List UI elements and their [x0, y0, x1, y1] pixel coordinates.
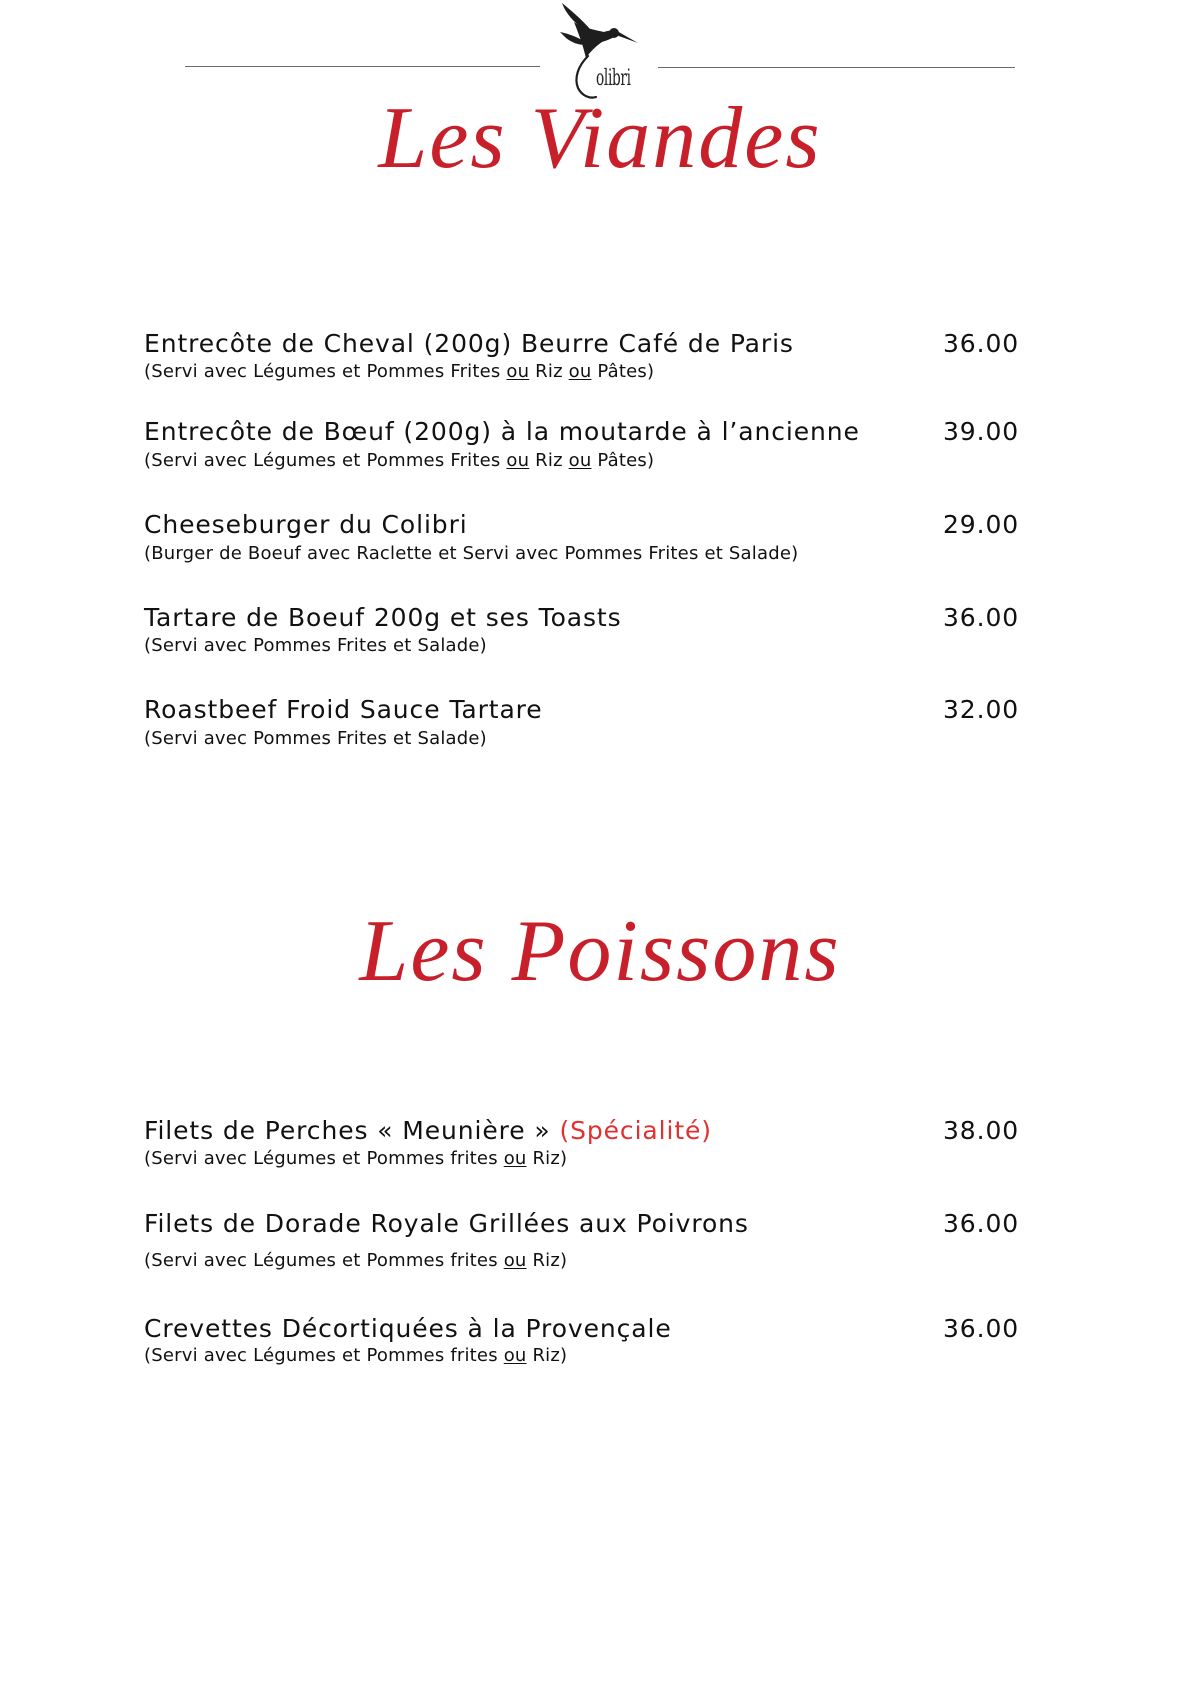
- item-description: (Servi avec Pommes Frites et Salade): [144, 728, 487, 749]
- item-name: Cheeseburger du Colibri: [144, 510, 468, 539]
- item-description: (Servi avec Pommes Frites et Salade): [144, 635, 487, 656]
- or-underlined: ou: [503, 1148, 527, 1169]
- or-underlined: ou: [568, 450, 592, 471]
- or-underlined: ou: [506, 361, 530, 382]
- item-price: 38.00: [943, 1116, 1020, 1145]
- section-title-viandes: Les Viandes: [378, 90, 822, 187]
- item-name: Tartare de Boeuf 200g et ses Toasts: [144, 603, 622, 632]
- item-price: 39.00: [943, 417, 1020, 446]
- item-name: Filets de Dorade Royale Grillées aux Poivrons: [144, 1209, 749, 1238]
- or-underlined: ou: [503, 1345, 527, 1366]
- or-underlined: ou: [503, 1250, 527, 1271]
- item-name: Crevettes Décortiquées à la Provençale: [144, 1314, 672, 1343]
- or-underlined: ou: [568, 361, 592, 382]
- item-price: 36.00: [943, 329, 1020, 358]
- item-name: Entrecôte de Cheval (200g) Beurre Café de Paris: [144, 329, 794, 358]
- item-price: 36.00: [943, 603, 1020, 632]
- item-price: 32.00: [943, 695, 1020, 724]
- item-description: (Servi avec Légumes et Pommes frites ou Riz): [144, 1250, 568, 1271]
- item-price: 36.00: [943, 1209, 1020, 1238]
- header-rule-right: [658, 67, 1015, 68]
- item-price: 29.00: [943, 510, 1020, 539]
- logo-wordmark: olibri: [596, 66, 631, 91]
- item-description: (Servi avec Légumes et Pommes Frites ou Riz ou Pâtes): [144, 361, 655, 382]
- item-description: (Servi avec Légumes et Pommes frites ou Riz): [144, 1345, 568, 1366]
- or-underlined: ou: [506, 450, 530, 471]
- item-name: Entrecôte de Bœuf (200g) à la moutarde à l’ancienne: [144, 417, 860, 446]
- item-price: 36.00: [943, 1314, 1020, 1343]
- item-description: (Servi avec Légumes et Pommes frites ou Riz): [144, 1148, 568, 1169]
- item-name: Filets de Perches « Meunière » (Spécialité): [144, 1116, 712, 1145]
- section-title-poissons: Les Poissons: [359, 903, 841, 1000]
- item-description: (Burger de Boeuf avec Raclette et Servi avec Pommes Frites et Salade): [144, 543, 799, 564]
- header-rule-left: [185, 66, 540, 67]
- item-description: (Servi avec Légumes et Pommes Frites ou Riz ou Pâtes): [144, 450, 655, 471]
- item-name: Roastbeef Froid Sauce Tartare: [144, 695, 543, 724]
- specialty-badge: (Spécialité): [559, 1116, 712, 1145]
